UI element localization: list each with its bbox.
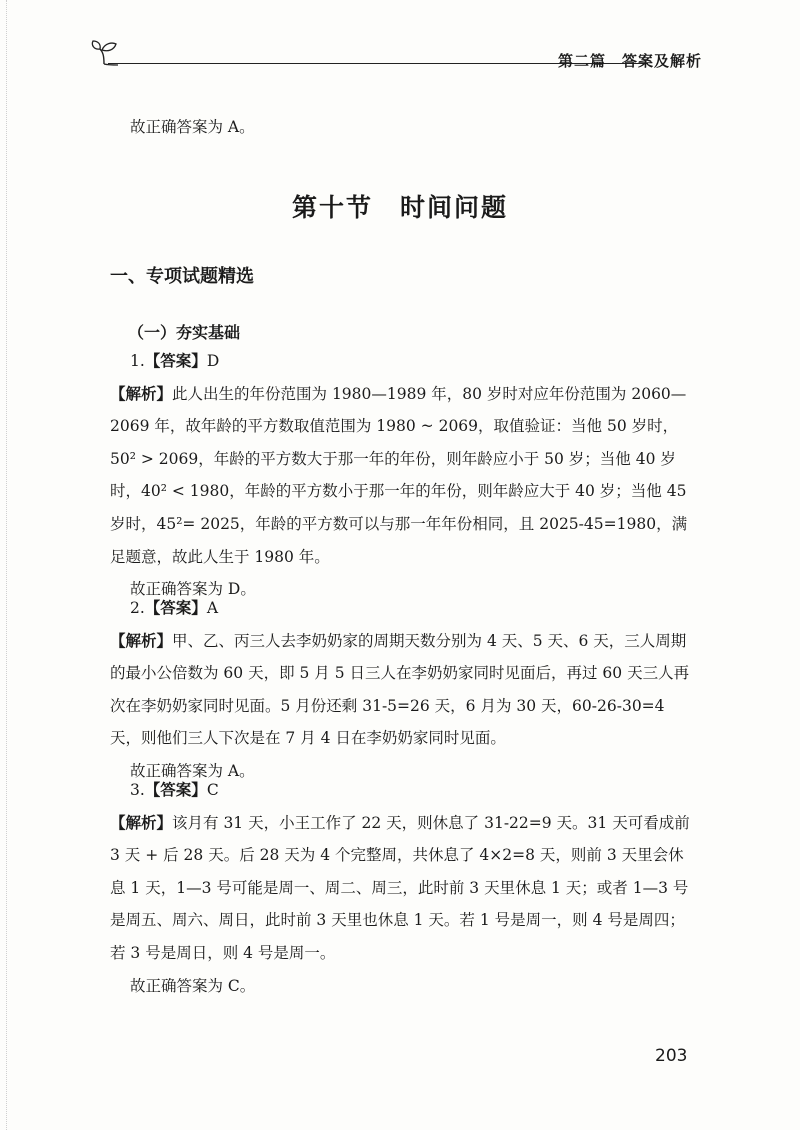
analysis-label: 【解析】 xyxy=(110,813,173,832)
page-header xyxy=(90,36,710,76)
answer-value: C xyxy=(206,781,219,799)
answer-label: 【答案】 xyxy=(144,352,207,370)
subsubheading: （一）夯实基础 xyxy=(128,323,241,342)
analysis-paragraph xyxy=(110,807,695,970)
question-number: 3. xyxy=(130,781,145,799)
question-1 xyxy=(110,345,695,606)
analysis-text: 此人出生的年份范围为 1980—1989 年，80 岁时对应年份范围为 2060—2069 年，故年龄的平方数取值范围为 1980 ~ 2069，取值验证：当他 50 岁时，50² > 2069，年龄的平方数大于那一年的年份，则年龄应小于 50 岁；当他 40 岁时，40² < 1980，年龄的平方数小于那一年的年份，则年龄应大于 40 岁；当他 45 岁时，45²= 2025，年龄的平方数可以与那一年年份相同，且 2025-45=1980，满足题意，故此人生于 1980 年。 xyxy=(110,384,688,566)
section-title: 第十节 时间问题 xyxy=(291,193,508,222)
header-title: 第二篇 答案及解析 xyxy=(557,52,702,70)
analysis-text: 该月有 31 天，小王工作了 22 天，则休息了 31-22=9 天。31 天可看成前 3 天 + 后 28 天。后 28 天为 4 个完整周，共休息了 4×2=8 天，则前 3 天里会休息 1 天，1—3 号可能是周一、周二、周三，此时前 3 天里休息 1 天；或者 1—3 号是周五、周六、周日，此时前 3 天里也休息 1 天。若 1 号是周一，则 4 号是周四；若 3 号是周日，则 4 号是周一。 xyxy=(110,813,690,962)
question-3 xyxy=(110,774,695,1002)
analysis-paragraph xyxy=(110,625,695,755)
page-number: 203 xyxy=(655,1046,688,1066)
question-number: 1. xyxy=(130,352,145,370)
answer-label: 【答案】 xyxy=(144,781,207,799)
answer-line xyxy=(110,345,695,378)
page-edge xyxy=(0,0,7,1130)
conclusion: 故正确答案为 A。 xyxy=(130,761,255,780)
analysis-text: 甲、乙、丙三人去李奶奶家的周期天数分别为 4 天、5 天、6 天，三人周期的最小公倍数为 60 天，即 5 月 5 日三人在李奶奶家同时见面后，再过 60 天三人再次在李奶奶家同时见面。5 月份还剩 31-5=26 天，6 月为 30 天，60-26-30=4 天，则他们三人下次是在 7 月 4 日在李奶奶家同时见面。 xyxy=(110,631,690,748)
answer-line xyxy=(110,592,695,625)
answer-line xyxy=(110,774,695,807)
subheading: 一、专项试题精选 xyxy=(110,266,254,287)
analysis-label: 【解析】 xyxy=(110,631,173,650)
question-number: 2. xyxy=(130,599,145,617)
answer-value: D xyxy=(206,352,220,370)
conclusion: 故正确答案为 D。 xyxy=(130,580,256,599)
analysis-label: 【解析】 xyxy=(110,384,173,403)
intro-conclusion: 故正确答案为 A。 xyxy=(130,118,255,136)
conclusion: 故正确答案为 C。 xyxy=(130,976,256,995)
sprout-icon xyxy=(90,38,120,66)
analysis-paragraph xyxy=(110,378,695,574)
answer-value: A xyxy=(206,599,219,617)
answer-label: 【答案】 xyxy=(144,599,207,617)
question-2 xyxy=(110,592,695,788)
